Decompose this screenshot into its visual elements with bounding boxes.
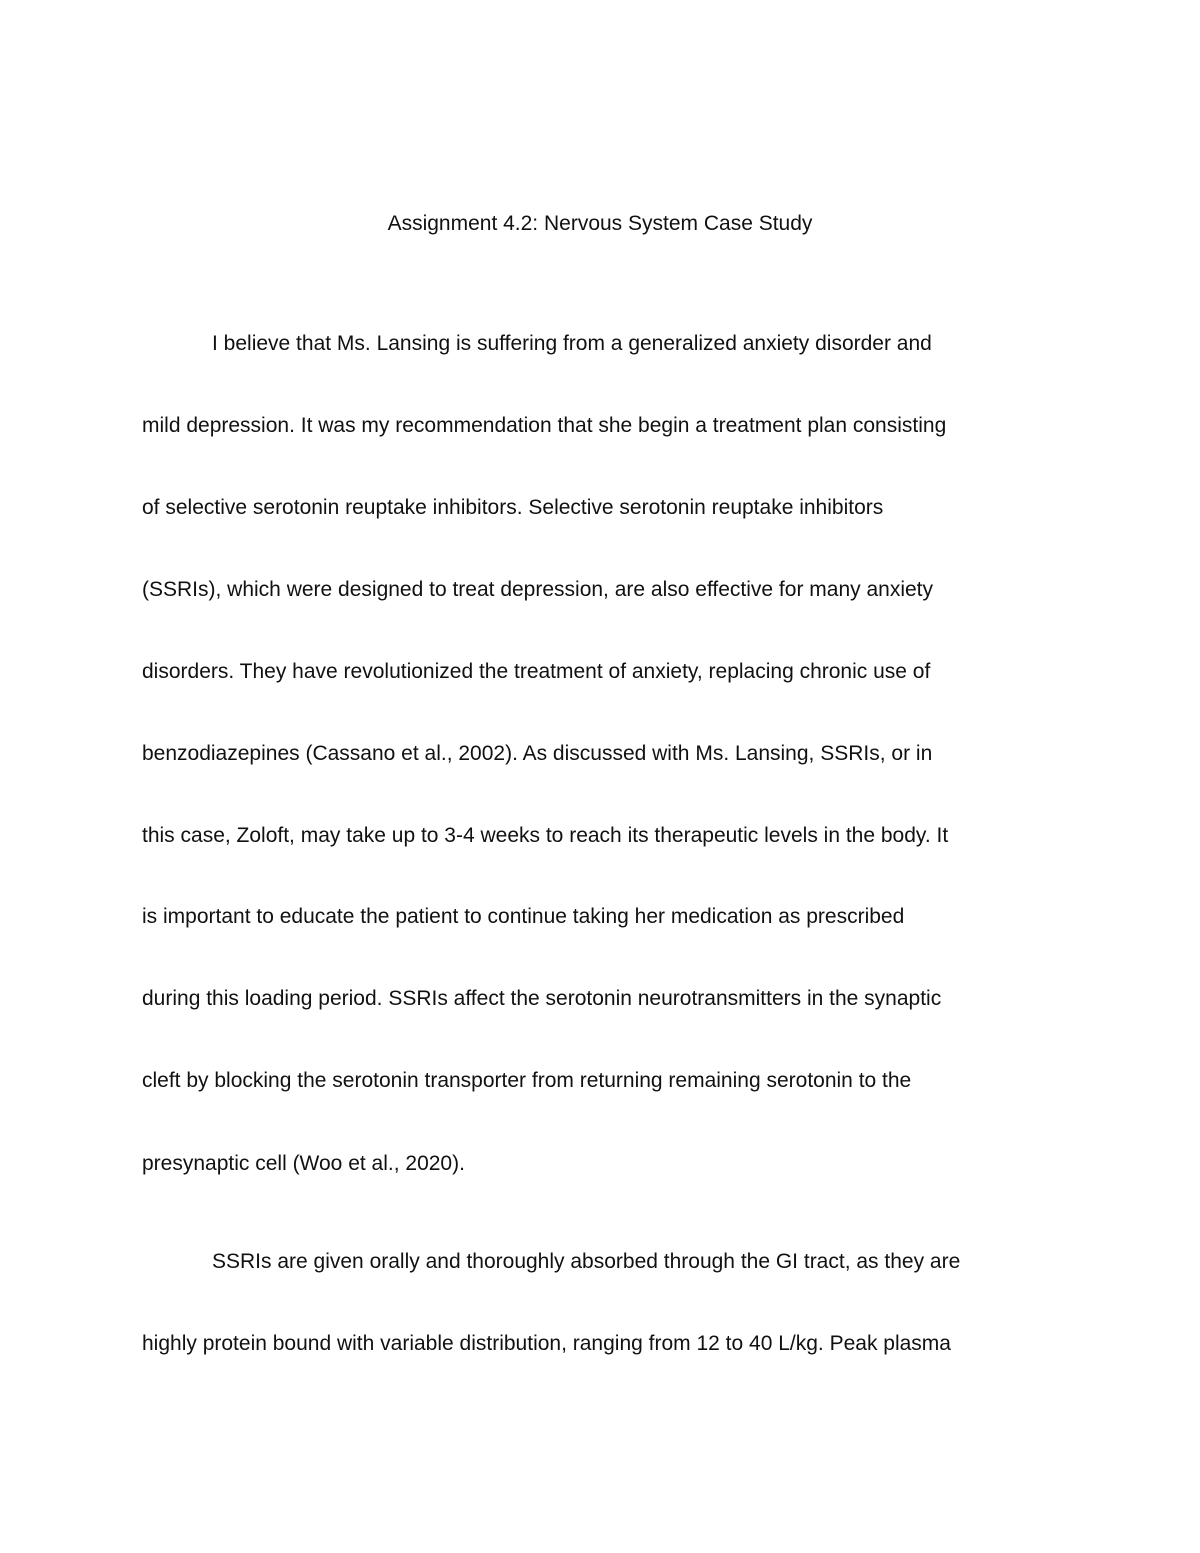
paragraph-1-line-7: this case, Zoloft, may take up to 3-4 weeks to reach its therapeutic levels in the body. It <box>142 824 949 847</box>
paragraph-1-line-8: is important to educate the patient to continue taking her medication as prescribed <box>142 905 905 928</box>
paragraph-2-line-2: highly protein bound with variable distribution, ranging from 12 to 40 L/kg. Peak plasma <box>142 1332 951 1355</box>
paragraph-1-line-11: presynaptic cell (Woo et al., 2020). <box>142 1152 465 1175</box>
paragraph-1-line-2: mild depression. It was my recommendation that she begin a treatment plan consisting <box>142 414 947 437</box>
paragraph-1-line-1: I believe that Ms. Lansing is suffering from a generalized anxiety disorder and <box>212 332 932 355</box>
paragraph-2-line-1: SSRIs are given orally and thoroughly absorbed through the GI tract, as they are <box>212 1250 961 1273</box>
paragraph-1-line-10: cleft by blocking the serotonin transporter from returning remaining serotonin to the <box>142 1069 912 1092</box>
paragraph-1-line-9: during this loading period. SSRIs affect the serotonin neurotransmitters in the synaptic <box>142 987 942 1010</box>
paragraph-1-line-6: benzodiazepines (Cassano et al., 2002). As discussed with Ms. Lansing, SSRIs, or in <box>142 742 933 765</box>
paragraph-1-line-3: of selective serotonin reuptake inhibitors. Selective serotonin reuptake inhibitors <box>142 496 884 519</box>
document-title: Assignment 4.2: Nervous System Case Study <box>387 212 813 235</box>
paragraph-1-line-5: disorders. They have revolutionized the treatment of anxiety, replacing chronic use of <box>142 660 931 683</box>
paragraph-1-line-4: (SSRIs), which were designed to treat depression, are also effective for many anxiety <box>142 578 933 601</box>
